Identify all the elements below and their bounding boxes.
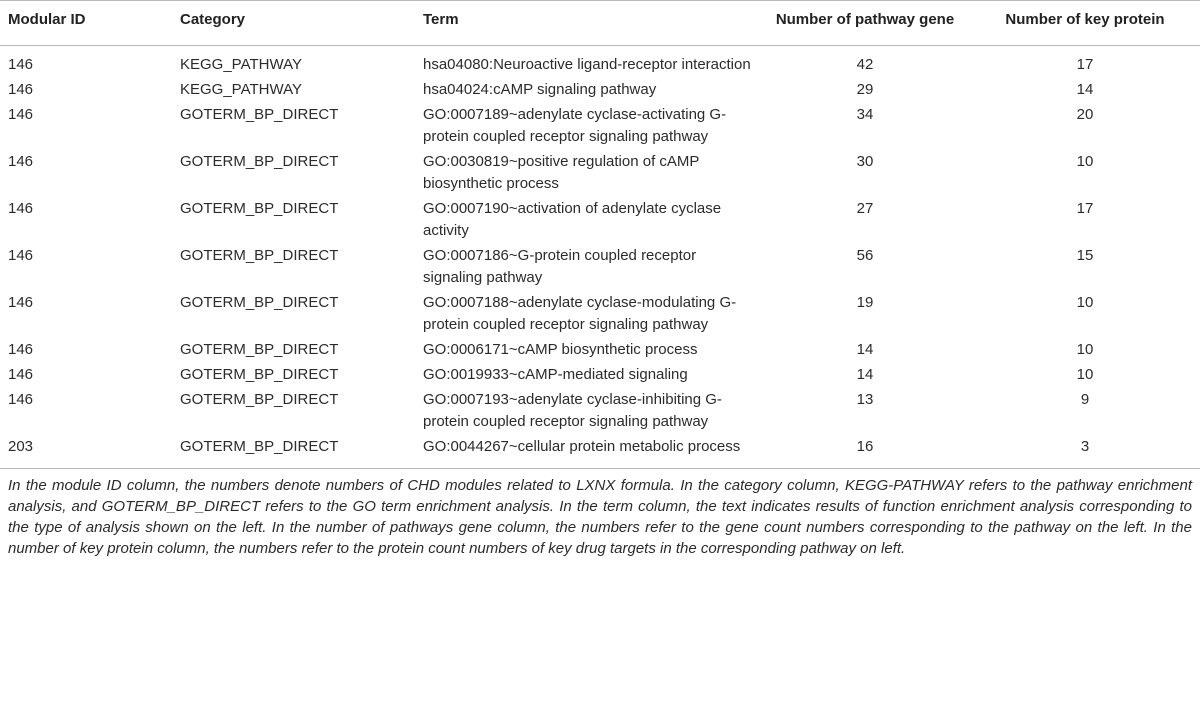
header-pathway-gene-count: Number of pathway gene	[775, 11, 955, 28]
cell-pathway-gene-count: 13	[856, 391, 874, 408]
cell-term: GO:0030819~positive regulation of cAMP biosynthetic process	[423, 153, 700, 192]
cell-key-protein-count: 10	[1076, 341, 1094, 358]
cell-pathway-gene-count: 56	[856, 247, 874, 264]
header-category: Category	[180, 11, 246, 28]
cell-category: KEGG_PATHWAY	[180, 56, 302, 73]
table-row	[0, 364, 1200, 389]
cell-pathway-gene-count: 42	[856, 56, 874, 73]
cell-pathway-gene-count: 34	[856, 106, 874, 123]
cell-term: GO:0007188~adenylate cyclase-modulating G-protein coupled receptor signaling pathway	[423, 294, 737, 333]
cell-category: GOTERM_BP_DIRECT	[180, 200, 339, 217]
cell-category: GOTERM_BP_DIRECT	[180, 106, 339, 123]
cell-pathway-gene-count: 16	[856, 438, 874, 455]
table-row	[0, 436, 1200, 469]
cell-key-protein-count: 15	[1076, 247, 1094, 264]
cell-key-protein-count: 10	[1076, 153, 1094, 170]
cell-modular-id: 146	[8, 391, 34, 408]
cell-key-protein-count: 3	[1080, 438, 1090, 455]
cell-modular-id: 146	[8, 247, 34, 264]
table-row	[0, 292, 1200, 339]
cell-pathway-gene-count: 27	[856, 200, 874, 217]
table-row	[0, 79, 1200, 104]
cell-category: KEGG_PATHWAY	[180, 81, 302, 98]
cell-term: hsa04080:Neuroactive ligand-receptor interaction	[423, 56, 751, 73]
header-modular-id: Modular ID	[8, 11, 86, 28]
cell-category: GOTERM_BP_DIRECT	[180, 247, 339, 264]
cell-key-protein-count: 9	[1080, 391, 1090, 408]
table-row	[0, 198, 1200, 245]
cell-modular-id: 146	[8, 294, 34, 311]
cell-term: GO:0007189~adenylate cyclase-activating G-protein coupled receptor signaling pathway	[423, 106, 727, 145]
cell-key-protein-count: 17	[1076, 56, 1094, 73]
cell-term: GO:0007186~G-protein coupled receptor signaling pathway	[423, 247, 697, 286]
table-row	[0, 245, 1200, 292]
cell-modular-id: 146	[8, 153, 34, 170]
cell-category: GOTERM_BP_DIRECT	[180, 366, 339, 383]
cell-key-protein-count: 14	[1076, 81, 1094, 98]
cell-key-protein-count: 10	[1076, 294, 1094, 311]
cell-pathway-gene-count: 14	[856, 341, 874, 358]
cell-modular-id: 146	[8, 106, 34, 123]
cell-key-protein-count: 10	[1076, 366, 1094, 383]
cell-pathway-gene-count: 14	[856, 366, 874, 383]
cell-term: GO:0007193~adenylate cyclase-inhibiting G-protein coupled receptor signaling pathway	[423, 391, 722, 430]
cell-key-protein-count: 20	[1076, 106, 1094, 123]
cell-modular-id: 146	[8, 56, 34, 73]
cell-modular-id: 146	[8, 366, 34, 383]
cell-pathway-gene-count: 29	[856, 81, 874, 98]
table-row	[0, 46, 1200, 80]
cell-modular-id: 146	[8, 81, 34, 98]
table-body	[0, 46, 1200, 469]
cell-term: GO:0044267~cellular protein metabolic process	[423, 438, 741, 455]
cell-key-protein-count: 17	[1076, 200, 1094, 217]
header-row	[0, 1, 1200, 46]
cell-term: hsa04024:cAMP signaling pathway	[423, 81, 657, 98]
table-header	[0, 1, 1200, 46]
cell-category: GOTERM_BP_DIRECT	[180, 391, 339, 408]
cell-modular-id: 203	[8, 438, 34, 455]
table-row	[0, 389, 1200, 436]
cell-category: GOTERM_BP_DIRECT	[180, 294, 339, 311]
table-row	[0, 151, 1200, 198]
header-term: Term	[423, 11, 459, 28]
cell-term: GO:0006171~cAMP biosynthetic process	[423, 341, 698, 358]
cell-category: GOTERM_BP_DIRECT	[180, 153, 339, 170]
table-footnote: In the module ID column, the numbers denote numbers of CHD modules related to LXNX formula. In the category column, KEGG-PATHWAY refers to the pathway enrichment analysis, and GOTERM_BP_DIRECT refers to the GO term enrichment analysis. In the term column, the text indicates results of function enrichment analysis corresponding to the type of analysis shown on the left. In the number of pathways gene column, the numbers refer to the gene count numbers corresponding to the pathway on the left. In the number of key protein column, the numbers refer to the protein count numbers of key drug targets in the corresponding pathway on left.	[8, 477, 1192, 557]
cell-category: GOTERM_BP_DIRECT	[180, 438, 339, 455]
cell-term: GO:0019933~cAMP-mediated signaling	[423, 366, 688, 383]
header-key-protein-count: Number of key protein	[1005, 11, 1165, 28]
cell-modular-id: 146	[8, 341, 34, 358]
cell-pathway-gene-count: 19	[856, 294, 874, 311]
cell-pathway-gene-count: 30	[856, 153, 874, 170]
cell-modular-id: 146	[8, 200, 34, 217]
cell-term: GO:0007190~activation of adenylate cyclase activity	[423, 200, 722, 239]
table-row	[0, 104, 1200, 151]
table-row	[0, 339, 1200, 364]
cell-category: GOTERM_BP_DIRECT	[180, 341, 339, 358]
